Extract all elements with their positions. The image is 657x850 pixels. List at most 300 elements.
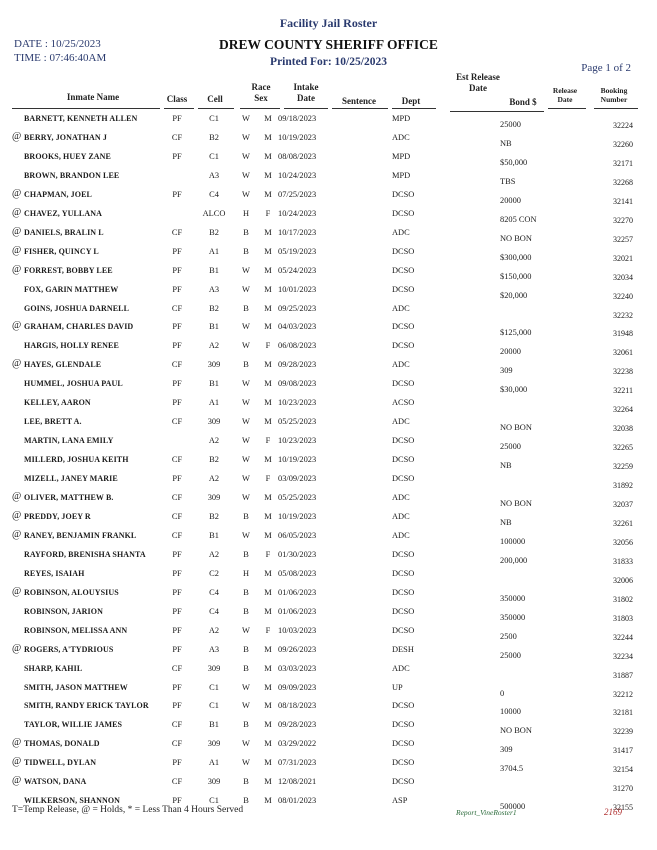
inmate-sex: M <box>264 189 272 199</box>
inmate-cell: 309 <box>207 417 221 427</box>
table-row <box>0 376 657 395</box>
inmate-class: PF <box>172 625 182 635</box>
inmate-name: SHARP, KAHIL <box>24 663 83 673</box>
bond-amount: TBS <box>500 176 516 186</box>
table-row <box>0 149 657 168</box>
inmate-class: PF <box>172 796 182 806</box>
inmate-class: PF <box>172 114 182 123</box>
booking-number: 31802 <box>613 594 633 604</box>
dept: ADC <box>392 530 410 540</box>
dept: DCSO <box>392 549 415 559</box>
inmate-name: ROBINSON, ALOUYSIUS <box>24 587 119 597</box>
inmate-name: REYES, ISAIAH <box>24 568 85 578</box>
inmate-cell: C2 <box>209 568 219 578</box>
inmate-cell: 309 <box>207 493 221 502</box>
inmate-cell: C1 <box>209 151 219 161</box>
bond-amount: 25000 <box>500 120 521 129</box>
inmate-race: W <box>242 379 250 389</box>
intake-date: 05/08/2023 <box>278 568 317 578</box>
inmate-class: PF <box>172 265 182 275</box>
inmate-sex: M <box>264 284 272 294</box>
dept: DCSO <box>392 379 415 389</box>
inmate-sex: F <box>265 549 271 559</box>
inmate-sex: M <box>264 151 272 161</box>
bond-amount: $20,000 <box>500 290 528 300</box>
booking-number: 32244 <box>613 632 633 642</box>
inmate-sex: F <box>265 341 271 351</box>
rule-booking <box>594 108 638 109</box>
inmate-sex: M <box>264 796 272 806</box>
inmate-sex: M <box>264 322 272 332</box>
inmate-name: MIZELL, JANEY MARIE <box>24 474 118 484</box>
booking-number: 32261 <box>613 518 633 528</box>
report-date: DATE : 10/25/2023 <box>14 38 101 50</box>
inmate-cell: B2 <box>209 455 219 465</box>
inmate-class: PF <box>172 341 182 351</box>
dept: DCSO <box>392 322 415 332</box>
dept: DCSO <box>392 777 415 787</box>
booking-number: 31417 <box>613 746 633 756</box>
inmate-cell: B2 <box>209 227 219 237</box>
inmate-cell: A2 <box>208 549 220 559</box>
inmate-class: PF <box>172 606 182 616</box>
inmate-race: W <box>242 341 250 351</box>
inmate-race: W <box>242 322 250 332</box>
bond-amount: 200,000 <box>500 555 528 565</box>
inmate-cell: 309 <box>207 663 221 673</box>
dept: ACSO <box>392 398 415 408</box>
inmate-race: H <box>242 208 250 218</box>
inmate-race: B <box>243 303 249 313</box>
booking-number: 32268 <box>613 177 633 187</box>
table-row <box>0 661 657 680</box>
inmate-cell: B2 <box>209 303 219 313</box>
bond-amount: 309 <box>500 745 513 755</box>
hold-flag: @ <box>12 130 22 142</box>
inmate-race: W <box>242 417 250 427</box>
dept: ADC <box>392 493 410 502</box>
inmate-sex: M <box>264 568 272 578</box>
intake-date: 08/18/2023 <box>278 701 317 711</box>
inmate-sex: M <box>264 417 272 427</box>
inmate-name: WATSON, DANA <box>24 777 87 787</box>
col-est-release-date: Est Release Date <box>456 72 500 93</box>
col-cell: Cell <box>207 94 223 104</box>
dept: DESH <box>392 644 414 654</box>
inmate-race: W <box>242 758 250 768</box>
table-row <box>0 168 657 187</box>
inmate-race: W <box>242 265 250 275</box>
intake-date: 04/03/2023 <box>278 322 317 332</box>
table-row <box>0 187 657 206</box>
bond-amount: $150,000 <box>500 271 532 281</box>
intake-date: 06/05/2023 <box>278 530 317 540</box>
col-intake-date: Intake Date <box>293 82 319 103</box>
inmate-name: PREDDY, JOEY R <box>24 511 91 521</box>
rule-dept <box>392 108 436 109</box>
rule-cell <box>198 108 234 109</box>
col-sentence: Sentence <box>342 96 376 106</box>
hold-flag: @ <box>12 775 22 787</box>
bond-amount: 3704.5 <box>500 764 524 774</box>
inmate-name: MARTIN, LANA EMILY <box>24 436 114 446</box>
booking-number: 32264 <box>613 405 633 415</box>
inmate-cell: C4 <box>209 606 219 616</box>
inmate-name: LEE, BRETT A. <box>24 417 82 427</box>
dept: ADC <box>392 663 410 673</box>
intake-date: 10/23/2023 <box>278 398 317 408</box>
booking-number: 32265 <box>613 443 633 453</box>
inmate-name: ROBINSON, MELISSA ANN <box>24 625 128 635</box>
inmate-name: DANIELS, BRALIN L <box>24 227 104 237</box>
inmate-name: KELLEY, AARON <box>24 398 91 408</box>
rule-class <box>164 108 194 109</box>
inmate-class: PF <box>172 644 182 654</box>
booking-number: 32006 <box>613 575 633 585</box>
hold-flag: @ <box>12 225 22 237</box>
inmate-cell: C4 <box>209 189 219 199</box>
table-row <box>0 623 657 642</box>
inmate-race: W <box>242 170 250 180</box>
inmate-race: W <box>242 284 250 294</box>
inmate-name: RAYFORD, BRENISHA SHANTA <box>24 549 146 559</box>
inmate-sex: M <box>264 379 272 389</box>
inmate-cell: 309 <box>207 360 221 370</box>
intake-date: 09/25/2023 <box>278 303 317 313</box>
inmate-sex: M <box>264 303 272 313</box>
rule-race-sex <box>240 108 280 109</box>
inmate-class: CF <box>171 530 183 540</box>
table-row <box>0 338 657 357</box>
inmate-class: CF <box>171 455 183 465</box>
booking-number: 32061 <box>613 348 633 358</box>
inmate-cell: A1 <box>208 398 220 408</box>
inmate-name: FISHER, QUINCY L <box>24 246 99 256</box>
bond-amount: 10000 <box>500 707 521 717</box>
dept: DCSO <box>392 739 415 749</box>
intake-date: 05/24/2023 <box>278 265 317 275</box>
intake-date: 07/31/2023 <box>278 758 317 768</box>
booking-number: 32259 <box>613 462 633 472</box>
bond-amount: 25000 <box>500 442 521 452</box>
dept: DCSO <box>392 189 415 199</box>
inmate-sex: F <box>265 436 271 446</box>
intake-date: 06/08/2023 <box>278 341 317 351</box>
inmate-cell: A2 <box>208 436 220 446</box>
inmate-cell: B1 <box>209 379 219 389</box>
inmate-cell: B1 <box>209 322 219 332</box>
table-row <box>0 566 657 585</box>
inmate-sex: M <box>264 682 272 692</box>
inmate-class: CF <box>171 360 183 370</box>
table-row <box>0 206 657 225</box>
inmate-cell: B1 <box>209 720 219 730</box>
inmate-name: MILLERD, JOSHUA KEITH <box>24 455 129 465</box>
inmate-sex: M <box>264 246 272 256</box>
table-row <box>0 130 657 149</box>
report-name: Report_VineRoster1 <box>456 808 517 817</box>
intake-date: 10/17/2023 <box>278 227 317 237</box>
hold-flag: @ <box>12 642 22 654</box>
dept: DCSO <box>392 701 415 711</box>
inmate-class: CF <box>171 720 183 730</box>
inmate-sex: M <box>264 170 272 180</box>
table-row <box>0 547 657 566</box>
inmate-class: CF <box>171 132 183 142</box>
dept: ADC <box>392 132 410 142</box>
intake-date: 05/25/2023 <box>278 493 317 502</box>
inmate-race: B <box>243 606 249 616</box>
hold-flag: @ <box>12 509 22 521</box>
table-row <box>0 509 657 528</box>
intake-date: 01/06/2023 <box>278 606 317 616</box>
bond-amount: NO BON <box>500 726 532 736</box>
inmate-class: PF <box>172 758 182 768</box>
inmate-name: ROBINSON, JARION <box>24 606 103 616</box>
inmate-cell: A2 <box>208 474 220 484</box>
intake-date: 08/01/2023 <box>278 796 317 806</box>
inmate-class: PF <box>172 701 182 711</box>
inmate-name: TIDWELL, DYLAN <box>24 758 97 768</box>
dept: DCSO <box>392 606 415 616</box>
intake-date: 10/01/2023 <box>278 284 317 294</box>
inmate-race: B <box>243 227 249 237</box>
intake-date: 05/19/2023 <box>278 246 317 256</box>
table-row <box>0 736 657 755</box>
intake-date: 10/24/2023 <box>278 170 317 180</box>
inmate-cell: A2 <box>208 625 220 635</box>
inmate-cell: B1 <box>209 530 219 540</box>
bond-amount: $30,000 <box>500 385 528 395</box>
col-bond: Bond $ <box>509 97 537 107</box>
inmate-sex: M <box>264 398 272 408</box>
table-row <box>0 680 657 699</box>
inmate-race: B <box>243 720 249 730</box>
table-row <box>0 319 657 338</box>
inmate-sex: M <box>264 663 272 673</box>
booking-number: 32238 <box>613 367 633 377</box>
dept: DCSO <box>392 208 415 218</box>
inmate-race: B <box>243 587 249 597</box>
hold-flag: @ <box>12 187 22 199</box>
intake-date: 03/03/2023 <box>278 663 317 673</box>
dept: DCSO <box>392 284 415 294</box>
booking-number: 32154 <box>613 765 633 775</box>
dept: DCSO <box>392 720 415 730</box>
table-row <box>0 490 657 509</box>
inmate-class: PF <box>172 151 182 161</box>
legend-note: T=Temp Release, @ = Holds, * = Less Than 4 Hours Served <box>12 805 244 815</box>
inmate-name: HARGIS, HOLLY RENEE <box>24 341 119 351</box>
booking-number: 32224 <box>613 121 633 130</box>
inmate-class: PF <box>172 398 182 408</box>
bond-amount: NO BON <box>500 423 532 433</box>
inmate-name: FORREST, BOBBY LEE <box>24 265 113 275</box>
inmate-race: W <box>242 436 250 446</box>
rule-name <box>12 108 160 109</box>
inmate-name: THOMAS, DONALD <box>24 739 100 749</box>
printed-for: Printed For: 10/25/2023 <box>270 56 387 68</box>
bond-amount: 350000 <box>500 612 526 622</box>
booking-number: 31948 <box>613 329 633 339</box>
inmate-sex: M <box>264 227 272 237</box>
dept: DCSO <box>392 265 415 275</box>
intake-date: 01/30/2023 <box>278 549 317 559</box>
inmate-race: B <box>243 644 249 654</box>
booking-number: 32056 <box>613 537 633 547</box>
inmate-class: CF <box>171 417 183 427</box>
table-row <box>0 698 657 717</box>
intake-date: 10/19/2023 <box>278 132 317 142</box>
inmate-race: W <box>242 189 250 199</box>
inmate-class: CF <box>171 227 183 237</box>
dept: ADC <box>392 360 410 370</box>
dept: DCSO <box>392 455 415 465</box>
inmate-race: W <box>242 701 250 711</box>
inmate-sex: M <box>264 758 272 768</box>
dept: MPD <box>392 114 411 123</box>
booking-number: 32212 <box>613 689 633 699</box>
inmate-cell: B2 <box>209 132 219 142</box>
col-race-sex: Race Sex <box>251 82 271 103</box>
booking-number: 32240 <box>613 291 633 301</box>
inmate-sex: F <box>265 474 271 484</box>
inmate-race: H <box>242 568 250 578</box>
inmate-sex: M <box>264 587 272 597</box>
report-time: TIME : 07:46:40AM <box>14 52 107 64</box>
inmate-sex: M <box>264 606 272 616</box>
inmate-cell: A3 <box>208 644 220 654</box>
booking-number: 31833 <box>613 556 633 566</box>
rule-intake <box>284 108 328 109</box>
table-row <box>0 263 657 282</box>
table-row <box>0 774 657 793</box>
inmate-class: CF <box>171 493 183 502</box>
inmate-cell: B1 <box>209 265 219 275</box>
table-row <box>0 528 657 547</box>
inmate-sex: M <box>264 360 272 370</box>
inmate-class: CF <box>171 663 183 673</box>
booking-number: 32155 <box>613 803 633 813</box>
booking-number: 31887 <box>613 670 633 680</box>
inmate-sex: M <box>264 265 272 275</box>
bond-amount: 309 <box>500 366 513 376</box>
inmate-race: W <box>242 474 250 484</box>
intake-date: 12/08/2021 <box>278 777 317 787</box>
handwritten-number: 2169 <box>604 807 622 817</box>
dept: ADC <box>392 303 410 313</box>
inmate-class: PF <box>172 568 182 578</box>
booking-number: 32234 <box>613 651 633 661</box>
inmate-race: W <box>242 625 250 635</box>
booking-number: 32232 <box>613 310 633 320</box>
bond-amount: 25000 <box>500 650 521 660</box>
inmate-race: B <box>243 511 249 521</box>
inmate-cell: C4 <box>209 587 219 597</box>
inmate-name: ROGERS, A'TYDRIOUS <box>24 644 114 654</box>
inmate-class: CF <box>171 739 183 749</box>
inmate-race: W <box>242 151 250 161</box>
inmate-race: W <box>242 455 250 465</box>
hold-flag: @ <box>12 244 22 256</box>
table-row <box>0 357 657 376</box>
bond-amount: 20000 <box>500 347 521 357</box>
bond-amount: $300,000 <box>500 252 532 262</box>
inmate-class: PF <box>172 322 182 332</box>
table-row <box>0 452 657 471</box>
booking-number: 32037 <box>613 500 633 509</box>
intake-date: 03/09/2023 <box>278 474 317 484</box>
bond-amount: NO BON <box>500 233 532 243</box>
col-inmate-name: Inmate Name <box>66 92 120 102</box>
table-row <box>0 642 657 661</box>
hold-flag: @ <box>12 756 22 768</box>
table-row <box>0 111 657 130</box>
dept: DCSO <box>392 625 415 635</box>
bond-amount: 2500 <box>500 631 517 641</box>
inmate-cell: 309 <box>207 777 221 787</box>
inmate-name: SMITH, RANDY ERICK TAYLOR <box>24 701 149 711</box>
table-row <box>0 301 657 320</box>
hold-flag: @ <box>12 737 22 749</box>
rule-sentence <box>332 108 388 109</box>
bond-amount: $125,000 <box>500 328 532 338</box>
inmate-sex: M <box>264 493 272 502</box>
dept: DCSO <box>392 758 415 768</box>
intake-date: 10/03/2023 <box>278 625 317 635</box>
intake-date: 09/28/2023 <box>278 360 317 370</box>
inmate-race: W <box>242 530 250 540</box>
dept: UP <box>392 682 403 692</box>
dept: ADC <box>392 511 410 521</box>
inmate-race: W <box>242 493 250 502</box>
inmate-class: PF <box>172 587 182 597</box>
inmate-name: FOX, GARIN MATTHEW <box>24 284 119 294</box>
inmate-sex: M <box>264 739 272 749</box>
booking-number: 32171 <box>613 158 633 168</box>
inmate-cell: A1 <box>208 246 220 256</box>
inmate-class: CF <box>171 511 183 521</box>
inmate-race: W <box>242 739 250 749</box>
dept: MPD <box>392 151 411 161</box>
inmate-name: GOINS, JOSHUA DARNELL <box>24 303 130 313</box>
inmate-cell: C1 <box>209 701 219 711</box>
dept: DCSO <box>392 568 415 578</box>
inmate-cell: A1 <box>208 758 220 768</box>
dept: ADC <box>392 417 410 427</box>
inmate-name: CHAPMAN, JOEL <box>24 189 92 199</box>
booking-number: 32239 <box>613 727 633 737</box>
table-row <box>0 433 657 452</box>
booking-number: 31892 <box>613 481 633 491</box>
inmate-cell: C1 <box>209 114 219 123</box>
intake-date: 09/28/2023 <box>278 720 317 730</box>
bond-amount: 500000 <box>500 802 526 812</box>
inmate-class: PF <box>172 474 182 484</box>
inmate-class: CF <box>171 777 183 787</box>
intake-date: 10/19/2023 <box>278 455 317 465</box>
inmate-cell: A2 <box>208 341 220 351</box>
table-row <box>0 282 657 301</box>
bond-amount: NB <box>500 517 512 527</box>
table-row <box>0 585 657 604</box>
facility-title: Facility Jail Roster <box>279 16 378 30</box>
inmate-class: PF <box>172 246 182 256</box>
intake-date: 03/29/2022 <box>278 739 317 749</box>
dept: ADC <box>392 227 410 237</box>
dept: DCSO <box>392 587 415 597</box>
col-release-date: Release Date <box>552 86 578 104</box>
